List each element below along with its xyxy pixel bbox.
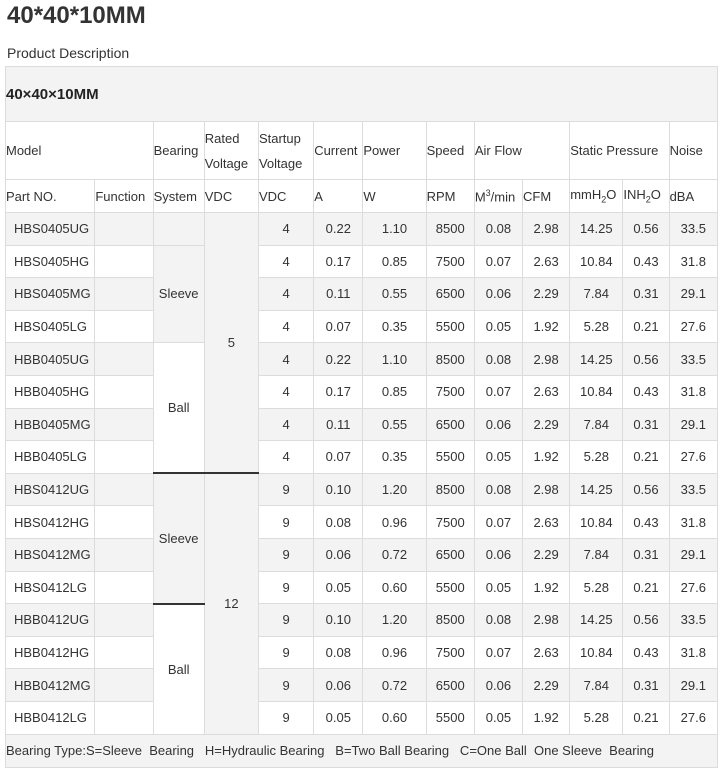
speed-cell: 7500 [426, 245, 474, 278]
table-caption: 40×40×10MM [6, 67, 718, 122]
cfm-cell: 1.92 [523, 310, 570, 343]
power-cell: 0.55 [363, 408, 426, 441]
rated-voltage-cell: 12 [204, 473, 258, 734]
startup-cell: 9 [258, 669, 313, 702]
bearing-type-legend: Bearing Type:S=Sleeve Bearing H=Hydraulic Bearing B=Two Ball Bearing C=One Ball One Sleeve Bearing [6, 734, 718, 767]
inh2o-cell: 0.43 [623, 245, 669, 278]
part-no-cell: HBB0412UG [6, 604, 95, 637]
part-no-cell: HBB0412LG [6, 701, 95, 734]
part-no-cell: HBB0405LG [6, 441, 95, 474]
power-cell: 0.35 [363, 441, 426, 474]
current-cell: 0.22 [314, 343, 363, 376]
header-air-flow: Air Flow [474, 122, 569, 180]
speed-cell: 8500 [426, 604, 474, 637]
m3-cell: 0.08 [474, 343, 522, 376]
header-startup-voltage: Startup Voltage [258, 122, 313, 180]
speed-cell: 6500 [426, 669, 474, 702]
m3-cell: 0.05 [474, 701, 522, 734]
unit-function: Function [95, 180, 153, 213]
unit-pressure-in-pre: INH [623, 187, 646, 203]
mmh2o-cell: 14.25 [570, 213, 623, 246]
dba-cell: 31.8 [669, 375, 717, 408]
table-row [6, 310, 718, 343]
function-cell [95, 604, 153, 637]
startup-cell: 4 [258, 408, 313, 441]
header-noise: Noise [669, 122, 717, 180]
speed-cell: 5500 [426, 310, 474, 343]
mmh2o-cell: 7.84 [570, 278, 623, 311]
inh2o-cell: 0.43 [623, 506, 669, 539]
function-cell [95, 571, 153, 604]
dba-cell: 27.6 [669, 310, 717, 343]
table-row [6, 375, 718, 408]
header-model: Model [6, 122, 154, 180]
speed-cell: 7500 [426, 375, 474, 408]
current-cell: 0.10 [314, 604, 363, 637]
mmh2o-cell: 10.84 [570, 506, 623, 539]
unit-rated-vdc: VDC [204, 180, 258, 213]
section-label: Product Description [7, 45, 130, 61]
bearing-system-cell [153, 213, 204, 246]
function-cell [95, 310, 153, 343]
function-cell [95, 343, 153, 376]
function-cell [95, 213, 153, 246]
dba-cell: 27.6 [669, 701, 717, 734]
dba-cell: 31.8 [669, 636, 717, 669]
startup-cell: 9 [258, 701, 313, 734]
unit-part-no: Part NO. [6, 180, 95, 213]
mmh2o-cell: 5.28 [570, 310, 623, 343]
dba-cell: 29.1 [669, 669, 717, 702]
startup-cell: 9 [258, 506, 313, 539]
function-cell [95, 245, 153, 278]
power-cell: 1.20 [363, 473, 426, 506]
table-row [6, 506, 718, 539]
mmh2o-cell: 10.84 [570, 245, 623, 278]
function-cell [95, 441, 153, 474]
part-no-cell: HBB0405HG [6, 375, 95, 408]
header-bearing: Bearing [153, 122, 204, 180]
mmh2o-cell: 7.84 [570, 538, 623, 571]
speed-cell: 7500 [426, 636, 474, 669]
startup-cell: 9 [258, 473, 313, 506]
speed-cell: 5500 [426, 701, 474, 734]
current-cell: 0.06 [314, 538, 363, 571]
unit-pressure-in [623, 180, 669, 213]
table-row [6, 245, 718, 278]
inh2o-cell: 0.56 [623, 213, 669, 246]
power-cell: 1.10 [363, 343, 426, 376]
power-cell: 0.60 [363, 701, 426, 734]
inh2o-cell: 0.21 [623, 441, 669, 474]
unit-pressure-in-sub: 2 [645, 194, 651, 205]
header-static-pressure: Static Pressure [570, 122, 669, 180]
power-cell: 0.55 [363, 278, 426, 311]
table-row [6, 701, 718, 734]
current-cell: 0.11 [314, 278, 363, 311]
m3-cell: 0.06 [474, 408, 522, 441]
current-cell: 0.06 [314, 669, 363, 702]
table-body [6, 213, 718, 735]
unit-system: System [153, 180, 204, 213]
mmh2o-cell: 7.84 [570, 408, 623, 441]
cfm-cell: 2.29 [523, 538, 570, 571]
cfm-cell: 2.98 [523, 343, 570, 376]
cfm-cell: 2.63 [523, 375, 570, 408]
startup-cell: 4 [258, 310, 313, 343]
table-row [6, 408, 718, 441]
cfm-cell: 2.29 [523, 278, 570, 311]
dba-cell: 31.8 [669, 245, 717, 278]
inh2o-cell: 0.56 [623, 343, 669, 376]
current-cell: 0.05 [314, 571, 363, 604]
unit-pressure-mm-post: O [606, 187, 617, 203]
m3-cell: 0.08 [474, 604, 522, 637]
unit-airflow-m3-sup: 3 [485, 187, 491, 198]
power-cell: 0.72 [363, 538, 426, 571]
mmh2o-cell: 10.84 [570, 375, 623, 408]
current-cell: 0.08 [314, 636, 363, 669]
m3-cell: 0.05 [474, 571, 522, 604]
inh2o-cell: 0.31 [623, 538, 669, 571]
part-no-cell: HBS0405HG [6, 245, 95, 278]
inh2o-cell: 0.56 [623, 604, 669, 637]
cfm-cell: 1.92 [523, 571, 570, 604]
startup-cell: 4 [258, 343, 313, 376]
m3-cell: 0.05 [474, 441, 522, 474]
speed-cell: 5500 [426, 441, 474, 474]
bearing-system-cell: Ball [153, 604, 204, 734]
part-no-cell: HBS0412UG [6, 473, 95, 506]
header-row [6, 122, 718, 180]
function-cell [95, 669, 153, 702]
power-cell: 1.10 [363, 213, 426, 246]
unit-noise: dBA [669, 180, 717, 213]
speed-cell: 6500 [426, 278, 474, 311]
unit-airflow-cfm: CFM [523, 180, 570, 213]
speed-cell: 7500 [426, 506, 474, 539]
table-row [6, 278, 718, 311]
table-row [6, 441, 718, 474]
speed-cell: 8500 [426, 213, 474, 246]
cfm-cell: 2.63 [523, 636, 570, 669]
m3-cell: 0.06 [474, 278, 522, 311]
bearing-system-cell: Ball [153, 343, 204, 473]
header-power: Power [363, 122, 426, 180]
current-cell: 0.11 [314, 408, 363, 441]
table-row [6, 343, 718, 376]
cfm-cell: 2.63 [523, 245, 570, 278]
unit-pressure-in-post: O [650, 187, 661, 203]
spec-table [5, 66, 718, 768]
mmh2o-cell: 14.25 [570, 343, 623, 376]
header-speed: Speed [426, 122, 474, 180]
dba-cell: 27.6 [669, 441, 717, 474]
cfm-cell: 1.92 [523, 701, 570, 734]
unit-current: A [314, 180, 363, 213]
power-cell: 1.20 [363, 604, 426, 637]
unit-pressure-mm-sub: 2 [601, 194, 607, 205]
part-no-cell: HBS0405MG [6, 278, 95, 311]
current-cell: 0.07 [314, 441, 363, 474]
unit-airflow-m3 [474, 180, 522, 213]
mmh2o-cell: 5.28 [570, 701, 623, 734]
cfm-cell: 2.63 [523, 506, 570, 539]
dba-cell: 33.5 [669, 473, 717, 506]
current-cell: 0.08 [314, 506, 363, 539]
function-cell [95, 408, 153, 441]
power-cell: 0.96 [363, 636, 426, 669]
speed-cell: 8500 [426, 473, 474, 506]
startup-cell: 4 [258, 278, 313, 311]
unit-startup-vdc: VDC [258, 180, 313, 213]
inh2o-cell: 0.43 [623, 375, 669, 408]
function-cell [95, 375, 153, 408]
power-cell: 0.72 [363, 669, 426, 702]
table-caption-row [6, 67, 718, 122]
m3-cell: 0.07 [474, 245, 522, 278]
current-cell: 0.07 [314, 310, 363, 343]
table-row [6, 604, 718, 637]
cfm-cell: 2.98 [523, 213, 570, 246]
startup-cell: 9 [258, 538, 313, 571]
dba-cell: 29.1 [669, 408, 717, 441]
function-cell [95, 278, 153, 311]
inh2o-cell: 0.56 [623, 473, 669, 506]
startup-cell: 4 [258, 213, 313, 246]
function-cell [95, 538, 153, 571]
startup-cell: 4 [258, 375, 313, 408]
dba-cell: 27.6 [669, 571, 717, 604]
bearing-system-cell: Sleeve [153, 245, 204, 343]
m3-cell: 0.06 [474, 669, 522, 702]
unit-airflow-m3-post: /min [490, 189, 516, 205]
part-no-cell: HBB0405UG [6, 343, 95, 376]
m3-cell: 0.05 [474, 310, 522, 343]
table-row [6, 213, 718, 246]
m3-cell: 0.06 [474, 538, 522, 571]
cfm-cell: 2.98 [523, 604, 570, 637]
header-current: Current [314, 122, 363, 180]
page-title: 40*40*10MM [7, 2, 146, 29]
current-cell: 0.22 [314, 213, 363, 246]
part-no-cell: HBB0405MG [6, 408, 95, 441]
m3-cell: 0.08 [474, 473, 522, 506]
m3-cell: 0.07 [474, 506, 522, 539]
inh2o-cell: 0.21 [623, 310, 669, 343]
inh2o-cell: 0.21 [623, 571, 669, 604]
cfm-cell: 2.29 [523, 408, 570, 441]
inh2o-cell: 0.31 [623, 408, 669, 441]
part-no-cell: HBB0412HG [6, 636, 95, 669]
startup-cell: 9 [258, 604, 313, 637]
dba-cell: 33.5 [669, 213, 717, 246]
dba-cell: 33.5 [669, 604, 717, 637]
unit-airflow-m3-pre: M [474, 189, 486, 205]
m3-cell: 0.07 [474, 636, 522, 669]
speed-cell: 5500 [426, 571, 474, 604]
bearing-system-cell: Sleeve [153, 473, 204, 603]
table-row [6, 571, 718, 604]
header-rated-voltage: Rated Voltage [204, 122, 258, 180]
speed-cell: 6500 [426, 408, 474, 441]
table-row [6, 669, 718, 702]
table-row [6, 636, 718, 669]
unit-pressure-mm-pre: mmH [570, 187, 602, 203]
unit-row [6, 180, 718, 213]
part-no-cell: HBS0412MG [6, 538, 95, 571]
unit-pressure-mm [570, 180, 623, 213]
inh2o-cell: 0.31 [623, 669, 669, 702]
current-cell: 0.17 [314, 245, 363, 278]
mmh2o-cell: 14.25 [570, 604, 623, 637]
unit-speed: RPM [426, 180, 474, 213]
power-cell: 0.60 [363, 571, 426, 604]
part-no-cell: HBB0412MG [6, 669, 95, 702]
part-no-cell: HBS0405UG [6, 213, 95, 246]
cfm-cell: 2.29 [523, 669, 570, 702]
power-cell: 0.85 [363, 375, 426, 408]
mmh2o-cell: 10.84 [570, 636, 623, 669]
speed-cell: 8500 [426, 343, 474, 376]
function-cell [95, 701, 153, 734]
m3-cell: 0.07 [474, 375, 522, 408]
part-no-cell: HBS0405LG [6, 310, 95, 343]
part-no-cell: HBS0412LG [6, 571, 95, 604]
current-cell: 0.10 [314, 473, 363, 506]
current-cell: 0.05 [314, 701, 363, 734]
power-cell: 0.35 [363, 310, 426, 343]
startup-cell: 9 [258, 571, 313, 604]
startup-cell: 4 [258, 441, 313, 474]
table-row [6, 538, 718, 571]
startup-cell: 4 [258, 245, 313, 278]
mmh2o-cell: 7.84 [570, 669, 623, 702]
dba-cell: 31.8 [669, 506, 717, 539]
function-cell [95, 636, 153, 669]
rated-voltage-cell: 5 [204, 213, 258, 474]
mmh2o-cell: 5.28 [570, 441, 623, 474]
startup-cell: 9 [258, 636, 313, 669]
dba-cell: 29.1 [669, 538, 717, 571]
power-cell: 0.96 [363, 506, 426, 539]
inh2o-cell: 0.31 [623, 278, 669, 311]
inh2o-cell: 0.43 [623, 636, 669, 669]
cfm-cell: 2.98 [523, 473, 570, 506]
unit-power: W [363, 180, 426, 213]
cfm-cell: 1.92 [523, 441, 570, 474]
power-cell: 0.85 [363, 245, 426, 278]
speed-cell: 6500 [426, 538, 474, 571]
dba-cell: 33.5 [669, 343, 717, 376]
footer-row [6, 734, 718, 767]
function-cell [95, 506, 153, 539]
dba-cell: 29.1 [669, 278, 717, 311]
m3-cell: 0.08 [474, 213, 522, 246]
inh2o-cell: 0.21 [623, 701, 669, 734]
mmh2o-cell: 5.28 [570, 571, 623, 604]
part-no-cell: HBS0412HG [6, 506, 95, 539]
table-row [6, 473, 718, 506]
current-cell: 0.17 [314, 375, 363, 408]
function-cell [95, 473, 153, 506]
mmh2o-cell: 14.25 [570, 473, 623, 506]
